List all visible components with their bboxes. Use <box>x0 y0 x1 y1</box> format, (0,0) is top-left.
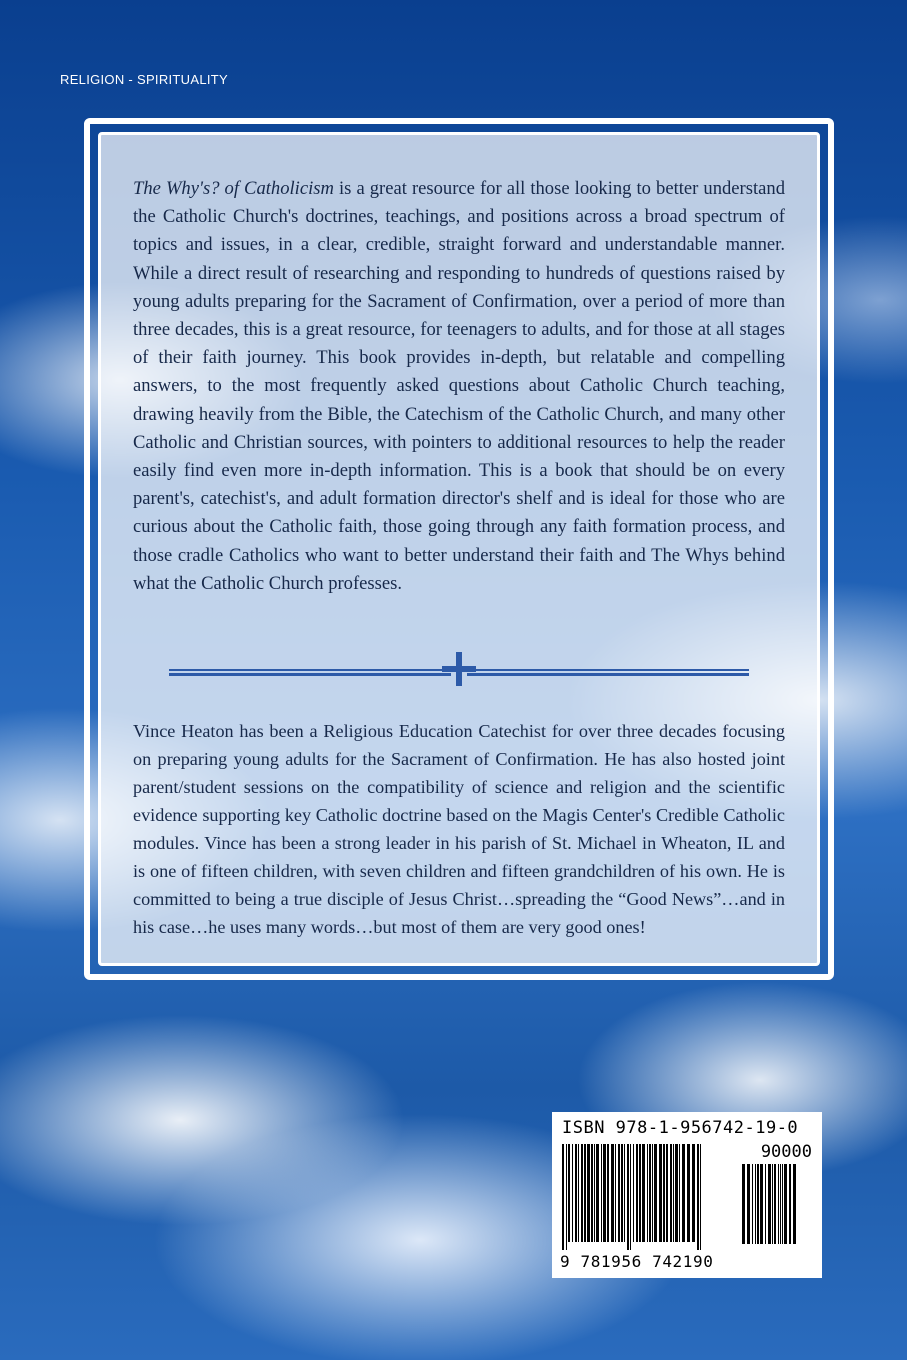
barcode-bar <box>611 1144 614 1242</box>
barcode-bar <box>624 1144 625 1242</box>
barcode-bar <box>647 1144 648 1242</box>
divider-rule-right <box>467 669 749 676</box>
barcode-bar <box>768 1164 771 1244</box>
barcode-bar <box>649 1144 651 1242</box>
barcode-bar <box>562 1144 564 1250</box>
author-bio: Vince Heaton has been a Religious Education Catechist for over three decades focusing on preparing young adults for the Sacrament of Confirmation. He has also hosted joint parent/student sessions on the compatibility of science and religion and the scientific evidence supporting key Catholic doctrine based on the Magis Center's Credible Catholic modules. Vince has been a strong leader in his parish of St. Michael in Wheaton, IL and is one of fifteen children, with seven children and fifteen grandchildren of his own. He is committed to being a true disciple of Jesus Christ…spreading the “Good News”…and in his case…he uses many words…but most of them are very good ones! <box>133 721 785 937</box>
barcode-bar <box>575 1144 577 1242</box>
barcode-bar <box>789 1164 791 1244</box>
barcode-bar <box>659 1144 662 1242</box>
barcode-bar <box>621 1144 623 1242</box>
price-code: 90000 <box>760 1142 812 1162</box>
barcode-bar <box>679 1144 680 1242</box>
barcode-bar <box>603 1144 606 1242</box>
divider-rule-left <box>169 669 451 676</box>
barcode-bar <box>578 1144 579 1242</box>
barcode-bar <box>587 1144 590 1242</box>
isbn-label: ISBN 978-1-956742-19-0 <box>562 1118 799 1138</box>
content-panel <box>84 118 834 980</box>
category-label: RELIGION - SPIRITUALITY <box>60 72 228 87</box>
barcode-bar <box>666 1144 668 1242</box>
barcode-bar <box>700 1144 701 1250</box>
barcode-bar <box>566 1144 567 1250</box>
barcode-bar <box>642 1144 645 1242</box>
barcode-bar <box>572 1144 573 1242</box>
description-body: is a great resource for all those looking to better understand the Catholic Church's doctrines, teachings, and positions across a broad spectrum of topics and issues, in a clear, credible, straight forward and understandable manner. While a direct result of researching and responding to hundreds of questions raised by young adults preparing for the Sacrament of Confirmation, over a period of more than three decades, this is a great resource, for teenagers to adults, and for those at all stages of their faith journey. This book provides in-depth, but relatable and compelling answers, to the most frequently asked questions about Catholic Church teaching, drawing heavily from the Bible, the Catechism of the Catholic Church, and many other Catholic and Christian sources, with pointers to additional resources to help the reader easily find even more in-depth information. This is a book that should be on every parent's, catechist's, and adult formation director's shelf and is ideal for those who are curious about the Catholic faith, those going through any faith formation process, and those cradle Catholics who want to better understand their faith and The Whys behind what the Catholic Church professes. <box>133 178 785 594</box>
barcode-bar <box>742 1164 745 1244</box>
barcode-bar <box>780 1164 781 1244</box>
barcode-bar <box>747 1164 750 1244</box>
barcode-bar <box>757 1164 759 1244</box>
barcode-bar <box>630 1144 631 1250</box>
barcode-bar <box>663 1144 665 1242</box>
barcode-bar <box>765 1164 766 1244</box>
content-panel-inner <box>98 132 820 966</box>
barcode-bar <box>594 1144 595 1242</box>
barcode-digits: 9 781956 742190 <box>560 1252 714 1271</box>
isbn-barcode <box>552 1112 822 1278</box>
barcode-bar <box>697 1144 699 1250</box>
barcode-bar <box>682 1144 685 1242</box>
barcode-bar <box>596 1144 599 1242</box>
barcode-bar <box>601 1144 602 1242</box>
barcode-bar <box>670 1144 672 1242</box>
barcode-bar <box>782 1164 783 1244</box>
barcode-bar <box>675 1144 678 1242</box>
barcode-bar <box>755 1164 756 1244</box>
barcode-bar <box>639 1144 641 1242</box>
barcode-bar <box>654 1144 657 1242</box>
barcode-bar <box>793 1164 796 1244</box>
barcode-bar <box>627 1144 629 1250</box>
barcode-bar <box>636 1144 638 1242</box>
barcode-bar <box>772 1164 773 1244</box>
barcode-bar <box>752 1164 753 1244</box>
barcode-bar <box>615 1144 616 1242</box>
barcode-bar <box>607 1144 609 1242</box>
barcode-bars <box>562 1144 702 1250</box>
barcode-bar <box>652 1144 653 1242</box>
barcode-bar <box>692 1144 695 1242</box>
barcode-bar <box>778 1164 779 1244</box>
barcode-bar <box>584 1144 586 1242</box>
barcode-bar <box>784 1164 787 1244</box>
barcode-bar <box>633 1144 634 1242</box>
barcode-bar <box>581 1144 583 1242</box>
cross-divider <box>169 660 749 686</box>
barcode-bar <box>687 1144 690 1242</box>
barcode-bar <box>618 1144 620 1242</box>
barcode-bar <box>760 1164 763 1244</box>
barcode-bar <box>774 1164 776 1244</box>
barcode-bar <box>568 1144 570 1242</box>
price-barcode-bars <box>742 1164 797 1244</box>
book-title: The Why's? of Catholicism <box>133 178 334 199</box>
book-description <box>133 175 785 598</box>
barcode-bar <box>591 1144 593 1242</box>
barcode-bar <box>673 1144 674 1242</box>
